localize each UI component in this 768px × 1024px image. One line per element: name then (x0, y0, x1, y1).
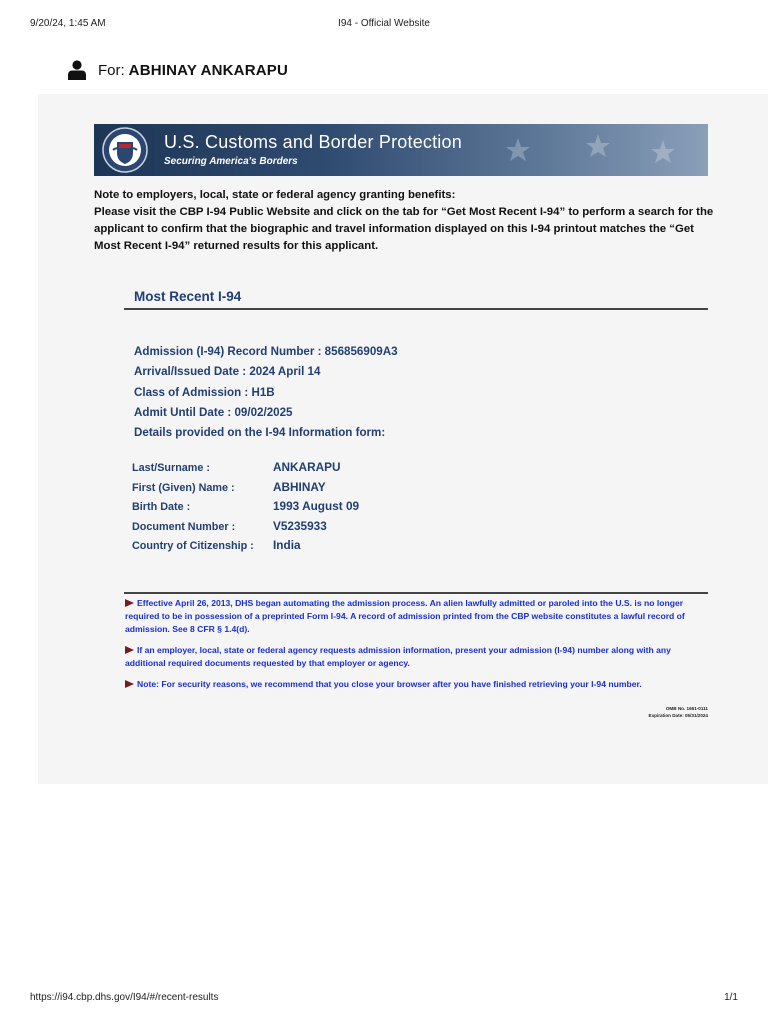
bio-label: Last/Surname : (132, 462, 210, 474)
omb-number: OMB No. 1651-0111 (665, 706, 708, 711)
print-page-title: I94 - Official Website (338, 18, 430, 29)
arrival-date: Arrival/Issued Date : 2024 April 14 (134, 365, 321, 379)
bio-value: India (273, 538, 301, 553)
user-icon (68, 60, 86, 80)
section-title: Most Recent I-94 (134, 289, 242, 304)
bio-value: ABHINAY (273, 479, 326, 494)
bio-label: Country of Citizenship : (132, 540, 254, 553)
cbp-banner (94, 124, 708, 176)
info-paragraph (125, 678, 709, 691)
for-label: For: (98, 61, 125, 79)
for-line (68, 60, 288, 80)
record-details (134, 342, 398, 443)
banner-subtitle: Securing America's Borders (164, 156, 298, 167)
bio-label: Document Number : (132, 520, 236, 533)
bio-value: V5235933 (273, 518, 327, 533)
info-paragraph (125, 597, 709, 636)
dhs-seal-icon (102, 126, 148, 174)
admission-info (125, 597, 709, 698)
banner-stars-decoration (488, 130, 688, 170)
omb-expiration: Expiration Date: 05/31/2024 (648, 713, 708, 718)
note-body: Please visit the CBP I-94 Public Website and click on the tab for “Get Most Recent I-94” to perform a search for the applicant to confirm that the biographic and travel information displayed on this I-94 printout matches the “Get Most Recent I-94” returned results for this applicant. (94, 206, 714, 252)
banner-title: U.S. Customs and Border Protection (164, 132, 462, 152)
info-text: Effective April 26, 2013, DHS began automating the admission process. An alien lawfully admitted or paroled into the U.S. is no longer required to be in possession of a preprinted Form I-94. A record of admission printed from the CBP website constitutes a lawful record of admission. See 8 CFR § 1.4(d). (125, 598, 685, 634)
page-number: 1/1 (724, 992, 738, 1003)
class-of-admission: Class of Admission : H1B (134, 385, 275, 399)
section-divider (124, 308, 708, 310)
bio-label: First (Given) Name : (132, 481, 235, 494)
bio-value: 1993 August 09 (273, 499, 360, 514)
info-text: If an employer, local, state or federal agency requests admission information, present your admission (I-94) number along with any additional required documents requested by that employer or agency. (125, 644, 671, 668)
arrow-right-icon (125, 599, 134, 607)
admit-until-date: Admit Until Date : 09/02/2025 (134, 405, 293, 419)
print-url: https://i94.cbp.dhs.gov/I94/#/recent-results (30, 992, 219, 1003)
info-divider (124, 592, 708, 594)
arrow-right-icon (125, 680, 134, 688)
record-number: Admission (I-94) Record Number : 856856909A3 (134, 345, 398, 358)
omb-notice (649, 705, 709, 719)
employer-note (94, 187, 714, 255)
note-heading: Note to employers, local, state or federal agency granting benefits: (94, 189, 456, 201)
bio-value: ANKARAPU (273, 460, 341, 474)
info-paragraph (125, 644, 709, 670)
for-name: ABHINAY ANKARAPU (128, 61, 289, 79)
print-datetime: 9/20/24, 1:45 AM (30, 18, 106, 29)
print-header (30, 18, 738, 34)
info-text: Note: For security reasons, we recommend that you close your browser after you have finished retrieving your I-94 number. (137, 678, 642, 689)
details-heading: Details provided on the I-94 Information form: (134, 426, 386, 440)
print-footer (30, 992, 738, 1004)
bio-label: Birth Date : (132, 501, 191, 514)
arrow-right-icon (125, 646, 134, 654)
